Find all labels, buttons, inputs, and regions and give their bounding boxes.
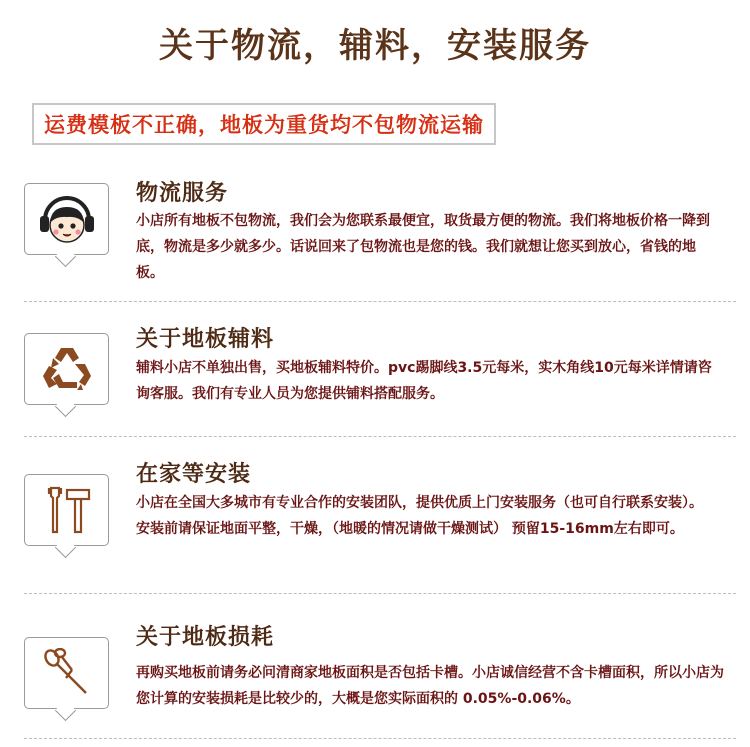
section-body: 再购买地板前请务必问清商家地板面积是否包括卡槽。小店诚信经营不含卡槽面积，所以小店为您计算的安装损耗是比较少的，大概是您实际面积的 0.05%-0.06%。 — [136, 665, 724, 707]
headphones-child-icon — [36, 190, 98, 248]
divider — [24, 593, 736, 594]
installation-icon-box — [24, 474, 109, 546]
recycle-icon — [39, 344, 95, 394]
section-title: 关于地板辅料 — [136, 327, 275, 352]
divider — [24, 301, 736, 302]
section-body: 小店所有地板不包物流，我们会为您联系最便宜，取货最方便的物流。我们将地板价格一降到底，物流是多少就多少。话说回来了包物流也是您的钱。我们就想让您买到放心，省钱的地板。 — [136, 213, 710, 281]
section-title: 在家等安装 — [136, 462, 252, 487]
tools-icon — [39, 484, 95, 536]
logistics-icon-box — [24, 183, 109, 255]
shipping-notice: 运费模板不正确，地板为重货均不包物流运输 — [32, 103, 496, 145]
wastage-icon-box — [24, 637, 109, 709]
section-body: 小店在全国大多城市有专业合作的安装团队，提供优质上门安装服务（也可自行联系安装）。安装前请保证地面平整，干燥，（地暖的情况请做干燥测试） 预留15-16mm左右即可。 — [136, 495, 703, 537]
divider — [24, 436, 736, 437]
section-title: 物流服务 — [136, 181, 229, 206]
section-title: 关于地板损耗 — [136, 625, 275, 650]
accessories-icon-box — [24, 333, 109, 405]
divider — [24, 738, 736, 739]
scissors-icon — [42, 648, 92, 698]
page-title: 关于物流，辅料，安装服务 — [159, 26, 591, 66]
section-body: 辅料小店不单独出售，买地板辅料特价。pvc踢脚线3.5元每米，实木角线10元每米详情请咨询客服。我们有专业人员为您提供铺料搭配服务。 — [136, 360, 712, 402]
